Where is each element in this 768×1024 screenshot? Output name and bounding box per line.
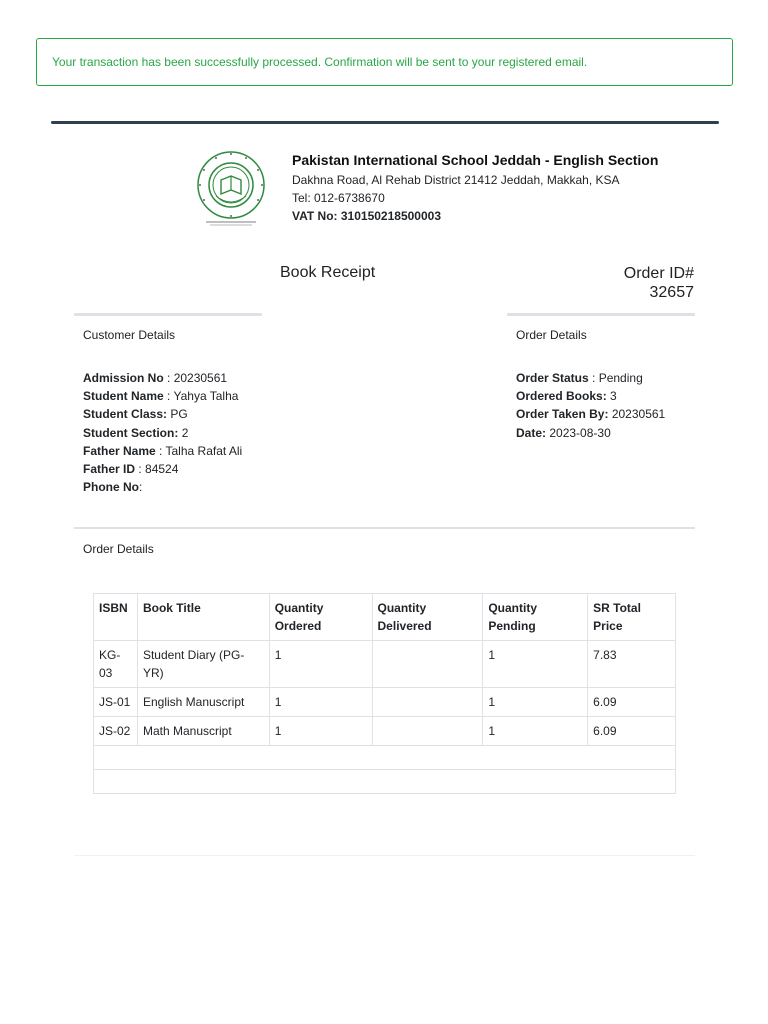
customer-details-list bbox=[83, 369, 242, 496]
customer-details-heading: Customer Details bbox=[83, 328, 176, 342]
success-alert-message: Your transaction has been successfully processed. Confirmation will be sent to your registered email. bbox=[52, 55, 588, 69]
customer-field-separator: : bbox=[163, 389, 174, 404]
customer-field bbox=[83, 424, 242, 442]
table-cell: Student Diary (PG-YR) bbox=[137, 641, 269, 688]
customer-field-value: 20230561 bbox=[173, 371, 228, 385]
order-field-separator: : bbox=[588, 371, 599, 385]
customer-field-value: 84524 bbox=[145, 462, 179, 477]
books-column-header: SR Total Price bbox=[588, 594, 676, 641]
books-table-body bbox=[94, 641, 676, 794]
order-field-value: Pending bbox=[598, 371, 643, 385]
customer-field bbox=[83, 369, 242, 387]
table-cell: JS-02 bbox=[94, 717, 138, 746]
books-table bbox=[93, 593, 676, 794]
customer-field-label: Admission No bbox=[83, 371, 164, 385]
order-id-value: 32657 bbox=[649, 284, 694, 301]
table-cell: 1 bbox=[483, 641, 588, 688]
empty-table-cell bbox=[94, 770, 138, 794]
order-field-label: Date: bbox=[516, 425, 547, 440]
order-field bbox=[516, 405, 665, 423]
order-field-value: 3 bbox=[610, 389, 617, 404]
customer-field-separator: : bbox=[135, 462, 146, 477]
order-field-label: Order Status bbox=[516, 371, 589, 385]
customer-field bbox=[83, 442, 242, 460]
table-row bbox=[94, 641, 676, 688]
empty-table-cell bbox=[372, 746, 483, 770]
table-cell: KG-03 bbox=[94, 641, 138, 688]
order-field-value: 2023-08-30 bbox=[549, 425, 611, 440]
customer-field-label: Father ID bbox=[83, 462, 136, 477]
table-cell: English Manuscript bbox=[137, 688, 269, 717]
table-cell: 6.09 bbox=[588, 717, 676, 746]
customer-field-separator: : bbox=[155, 443, 166, 458]
order-field-label: Ordered Books: bbox=[516, 389, 607, 404]
customer-field-value: PG bbox=[170, 407, 188, 422]
empty-table-cell bbox=[137, 746, 269, 770]
books-column-header: ISBN bbox=[94, 594, 138, 641]
empty-table-row bbox=[94, 770, 676, 794]
empty-table-cell bbox=[483, 770, 588, 794]
school-vat: VAT No: 310150218500003 bbox=[292, 209, 441, 223]
customer-field-separator: : bbox=[139, 480, 143, 495]
order-id-block bbox=[624, 264, 694, 302]
table-cell: 1 bbox=[269, 717, 372, 746]
table-cell: Math Manuscript bbox=[137, 717, 269, 746]
books-order-details-heading: Order Details bbox=[83, 542, 154, 556]
order-details-list bbox=[516, 369, 665, 442]
table-cell bbox=[372, 688, 483, 717]
empty-table-row bbox=[94, 746, 676, 770]
order-section-rule bbox=[507, 313, 695, 316]
order-field-label: Order Taken By: bbox=[516, 407, 609, 422]
order-field bbox=[516, 387, 665, 405]
customer-field-separator: : bbox=[163, 371, 174, 385]
books-section-rule bbox=[74, 527, 695, 529]
customer-field-value: 2 bbox=[181, 425, 189, 440]
customer-field-label: Student Section: bbox=[83, 425, 179, 440]
books-column-header: Quantity Delivered bbox=[372, 594, 483, 641]
school-address: Dakhna Road, Al Rehab District 21412 Jeddah, Makkah, KSA bbox=[292, 173, 620, 187]
card-top-border bbox=[51, 121, 719, 124]
empty-table-cell bbox=[137, 770, 269, 794]
empty-table-cell bbox=[483, 746, 588, 770]
table-cell: JS-01 bbox=[94, 688, 138, 717]
customer-section-rule bbox=[74, 313, 262, 316]
empty-table-cell bbox=[588, 746, 676, 770]
customer-field-label: Phone No bbox=[83, 480, 139, 495]
table-cell bbox=[372, 717, 483, 746]
school-phone: Tel: 012-6738670 bbox=[292, 191, 385, 205]
table-cell: 1 bbox=[269, 688, 372, 717]
customer-field-label: Father Name bbox=[83, 443, 156, 458]
school-crest-logo bbox=[194, 150, 268, 228]
table-row bbox=[94, 717, 676, 746]
table-cell: 7.83 bbox=[588, 641, 676, 688]
school-crest-icon bbox=[194, 150, 268, 228]
success-alert bbox=[36, 38, 733, 86]
school-name: Pakistan International School Jeddah - English Section bbox=[292, 152, 659, 168]
table-cell: 6.09 bbox=[588, 688, 676, 717]
empty-table-cell bbox=[372, 770, 483, 794]
customer-field-label: Student Class: bbox=[83, 407, 168, 422]
books-column-header: Quantity Pending bbox=[483, 594, 588, 641]
empty-table-cell bbox=[269, 770, 372, 794]
table-cell bbox=[372, 641, 483, 688]
books-table-header bbox=[94, 594, 676, 641]
table-row bbox=[94, 688, 676, 717]
empty-table-cell bbox=[94, 746, 138, 770]
order-id-label: Order ID# bbox=[623, 265, 694, 282]
empty-table-cell bbox=[269, 746, 372, 770]
customer-field bbox=[83, 405, 242, 423]
order-field-value: 20230561 bbox=[611, 407, 666, 422]
customer-field bbox=[83, 387, 242, 405]
books-column-header: Book Title bbox=[137, 594, 269, 641]
books-column-header: Quantity Ordered bbox=[269, 594, 372, 641]
receipt-title: Book Receipt bbox=[280, 264, 376, 281]
card-bottom-rule bbox=[74, 855, 695, 856]
order-field bbox=[516, 424, 665, 442]
customer-field bbox=[83, 460, 242, 478]
table-cell: 1 bbox=[483, 688, 588, 717]
customer-field bbox=[83, 478, 242, 496]
table-cell: 1 bbox=[269, 641, 372, 688]
school-info bbox=[292, 152, 658, 225]
empty-table-cell bbox=[588, 770, 676, 794]
order-details-heading: Order Details bbox=[516, 328, 587, 342]
order-field bbox=[516, 369, 665, 387]
table-cell: 1 bbox=[483, 717, 588, 746]
customer-field-label: Student Name bbox=[83, 389, 164, 404]
customer-field-value: Talha Rafat Ali bbox=[165, 443, 243, 458]
customer-field-value: Yahya Talha bbox=[173, 389, 239, 404]
